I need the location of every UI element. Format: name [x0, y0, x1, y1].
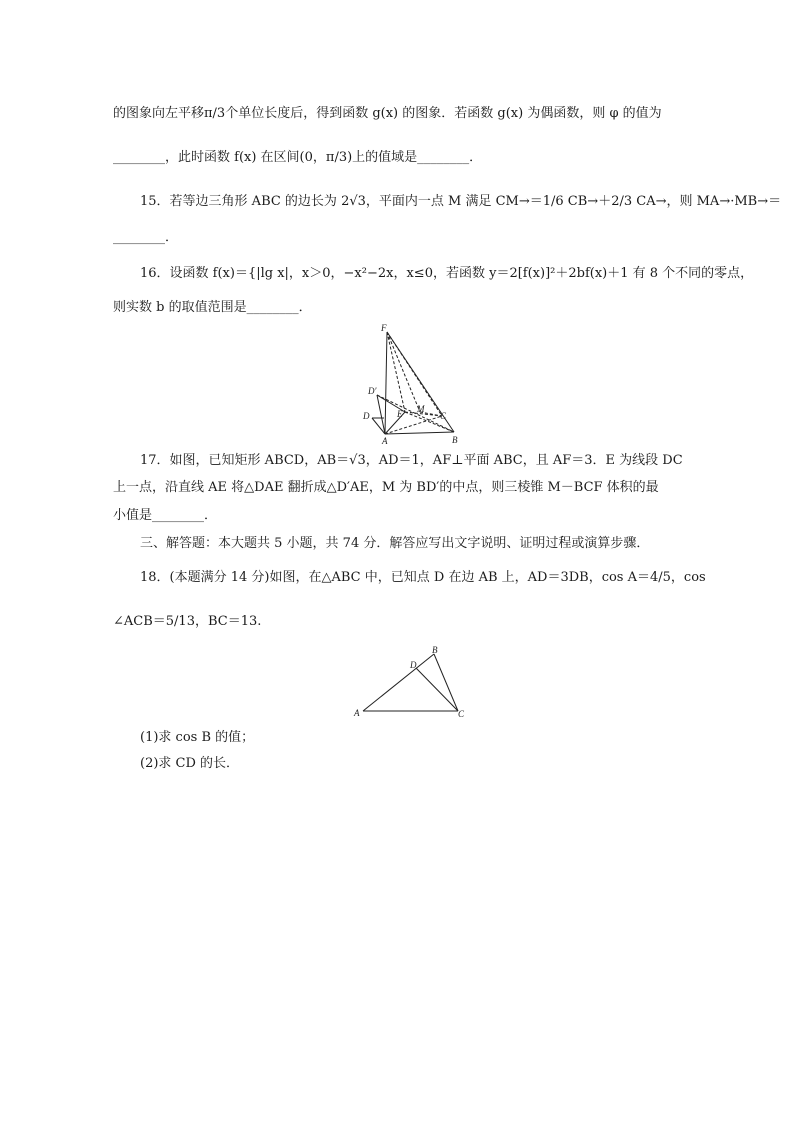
label-B: B	[432, 645, 438, 655]
section-3-heading: 三、解答题：本大题共 5 小题，共 74 分．解答应写出文字说明、证明过程或演算步骤．	[140, 536, 650, 551]
label-C: C	[440, 411, 447, 421]
label-A: A	[382, 436, 388, 446]
q14-line-2: ________，此时函数 f(x) 在区间(0，π/3)上的值域是________．	[113, 150, 483, 165]
q14-line-1: 的图象向左平移π/3个单位长度后，得到函数 g(x) 的图象．若函数 g(x) 为偶函数，则 φ 的值为	[113, 106, 662, 121]
q18-part-2: (2)求 CD 的长．	[140, 756, 240, 771]
figure-17	[360, 322, 470, 452]
q18-line-2: ∠ACB＝5/13，BC＝13.	[113, 614, 262, 629]
q17-line-3: 小值是________．	[113, 508, 218, 523]
q15-line-2: ________．	[113, 230, 179, 245]
q18-line-1: 18．(本题满分 14 分)如图，在△ABC 中，已知点 D 在边 AB 上，AD＝3DB，cos A＝4/5，cos	[140, 570, 706, 585]
label-B: B	[452, 435, 458, 445]
q15-line-1: 15．若等边三角形 ABC 的边长为 2√3，平面内一点 M 满足 CM→＝1/6 CB→＋2/3 CA→，则 MA→·MB→＝	[140, 194, 782, 209]
q18-part-1: (1)求 cos B 的值；	[140, 730, 255, 745]
q17-line-1: 17．如图，已知矩形 ABCD，AB＝√3，AD＝1，AF⊥平面 ABC，且 AF＝3．E 为线段 DC	[140, 453, 683, 468]
label-M: M	[417, 404, 425, 414]
label-D: D	[410, 660, 417, 670]
label-F: F	[381, 323, 387, 333]
figure-18	[348, 642, 474, 726]
q16-line-1: 16．设函数 f(x)＝{|lg x|，x＞0，−x²−2x，x≤0，若函数 y＝2[f(x)]²＋2bf(x)＋1 有 8 个不同的零点，	[140, 266, 754, 281]
label-E: E	[397, 409, 403, 419]
label-C: C	[458, 709, 465, 719]
q16-line-2: 则实数 b 的取值范围是________．	[113, 300, 312, 315]
label-D-prime: D′	[368, 386, 377, 396]
label-A: A	[354, 708, 360, 718]
q17-line-2: 上一点，沿直线 AE 将△DAE 翻折成△D′AE，M 为 BD′的中点，则三棱锥 M－BCF 体积的最	[113, 480, 659, 495]
label-D: D	[363, 411, 370, 421]
